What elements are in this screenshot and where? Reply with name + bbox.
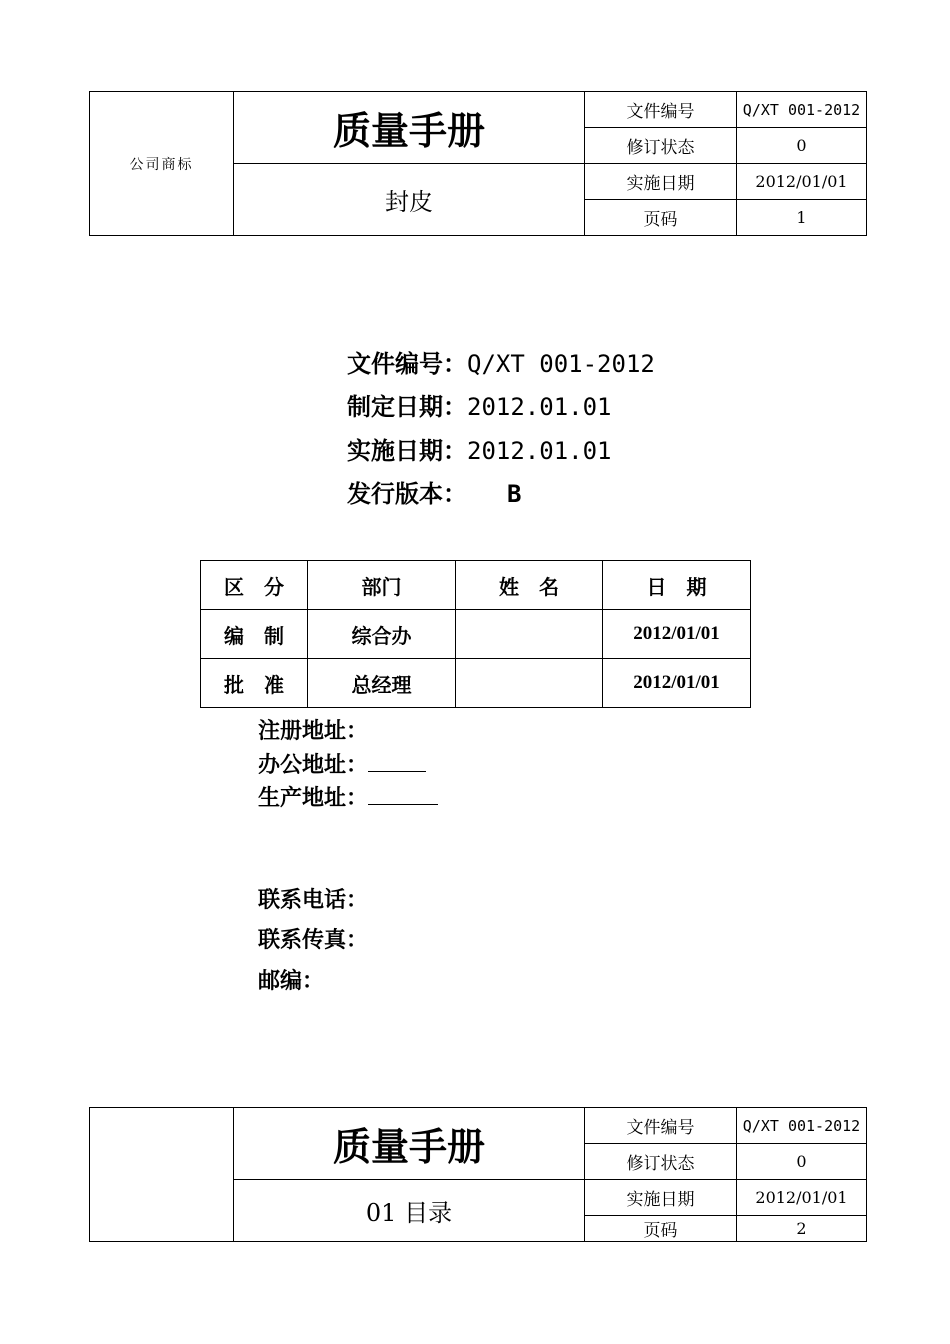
- row-name: [456, 659, 603, 708]
- document-header-1: [89, 91, 867, 236]
- page-number-label: 页码: [585, 200, 737, 236]
- row-department: 综合办: [308, 610, 456, 659]
- row-category: 编 制: [201, 610, 308, 659]
- page-number-value: 2: [737, 1216, 867, 1242]
- info-file-number: [347, 352, 655, 376]
- manual-title: 质量手册: [234, 1108, 585, 1180]
- file-number-label: 文件编号: [585, 92, 737, 128]
- info-made-date-label: 制定日期：: [347, 393, 467, 421]
- revision-value: 0: [737, 128, 867, 164]
- implementation-date-label: 实施日期: [585, 164, 737, 200]
- row-category: 批 准: [201, 659, 308, 708]
- company-logo-placeholder: [90, 1108, 234, 1242]
- contact-fax-label: 联系传真：: [258, 928, 369, 953]
- production-address: [258, 786, 438, 811]
- column-header-department: 部门: [308, 561, 456, 610]
- file-number-value: Q/XT 001-2012: [737, 1108, 867, 1144]
- contact-postcode-label: 邮编：: [258, 969, 325, 994]
- info-file-number-value: Q/XT 001-2012: [467, 350, 655, 378]
- office-address: [258, 753, 426, 778]
- revision-value: 0: [737, 1144, 867, 1180]
- page-number-label: 页码: [585, 1216, 737, 1242]
- info-made-date-value: 2012.01.01: [467, 393, 612, 421]
- revision-label: 修订状态: [585, 1144, 737, 1180]
- info-impl-date-label: 实施日期：: [347, 437, 467, 465]
- section-title: 01 目录: [234, 1180, 585, 1242]
- table-row: [201, 610, 751, 659]
- row-date: 2012/01/01: [603, 610, 751, 659]
- column-header-category: 区 分: [201, 561, 308, 610]
- revision-label: 修订状态: [585, 128, 737, 164]
- approval-table: [200, 560, 751, 708]
- document-header-2: [89, 1107, 867, 1242]
- page-number-value: 1: [737, 200, 867, 236]
- manual-title: 质量手册: [234, 92, 585, 164]
- contact-fax: [258, 929, 368, 953]
- implementation-date-value: 2012/01/01: [737, 1180, 867, 1216]
- info-version-label: 发行版本：: [347, 480, 467, 508]
- contact-postcode: [258, 970, 324, 994]
- column-header-date: 日 期: [603, 561, 751, 610]
- info-version: [347, 482, 521, 506]
- column-header-name: 姓 名: [456, 561, 603, 610]
- contact-phone-label: 联系电话：: [258, 888, 369, 913]
- row-date: 2012/01/01: [603, 659, 751, 708]
- info-made-date: [347, 395, 612, 419]
- row-department: 总经理: [308, 659, 456, 708]
- row-name: [456, 610, 603, 659]
- implementation-date-label: 实施日期: [585, 1180, 737, 1216]
- table-header-row: [201, 561, 751, 610]
- office-address-label: 办公地址：: [258, 753, 369, 778]
- info-file-number-label: 文件编号：: [347, 350, 467, 378]
- file-number-value: Q/XT 001-2012: [737, 92, 867, 128]
- section-title: 封皮: [234, 164, 585, 236]
- info-impl-date: [347, 439, 612, 463]
- production-address-label: 生产地址：: [258, 786, 369, 811]
- office-address-blank: [368, 753, 426, 772]
- info-version-value: B: [507, 480, 522, 508]
- table-row: [201, 659, 751, 708]
- file-number-label: 文件编号: [585, 1108, 737, 1144]
- company-logo-placeholder: 公司商标: [90, 92, 234, 236]
- registered-address: [258, 720, 368, 744]
- implementation-date-value: 2012/01/01: [737, 164, 867, 200]
- contact-phone: [258, 889, 368, 913]
- registered-address-label: 注册地址：: [258, 719, 369, 744]
- production-address-blank: [368, 786, 438, 805]
- info-impl-date-value: 2012.01.01: [467, 437, 612, 465]
